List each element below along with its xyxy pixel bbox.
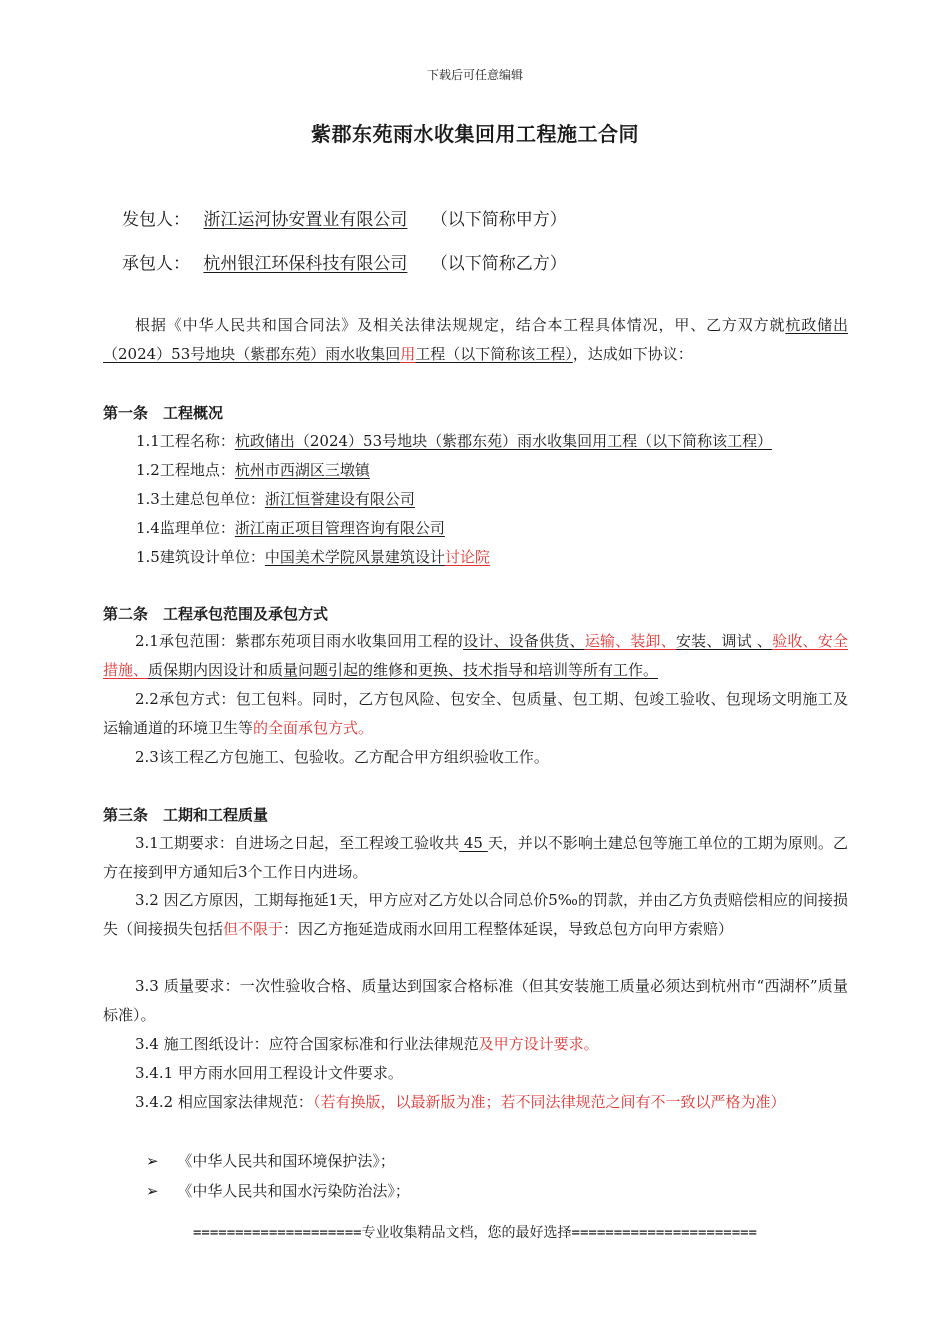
law-item-1 — [146, 1150, 395, 1171]
supervisor-label: 1.4监理单位： — [136, 519, 235, 537]
national-laws-edit: （若有换版，以最新版为准；若不同法律规范之间有不一致以严格为准） — [312, 1093, 786, 1111]
delay-penalty-edit: 但不限于 — [223, 920, 284, 938]
article-2-1 — [103, 627, 848, 685]
employer-row — [122, 205, 567, 230]
delay-penalty-text-cont: ：因乙方拖延造成雨水回用工程整体延误，导致总包方向甲方索赔） — [283, 920, 734, 938]
general-contractor-value: 浙江恒誉建设有限公司 — [264, 490, 415, 508]
article-1-3 — [136, 488, 415, 509]
header-note: 下载后可任意编辑 — [426, 68, 523, 82]
scope-design-supply: 设计、设备供货、 — [463, 632, 585, 650]
article-3-heading: 第三条 工期和工程质量 — [103, 806, 269, 824]
acceptance-text: 2.3该工程乙方包施工、包验收。乙方配合甲方组织验收工作。 — [135, 748, 549, 766]
employer-name: 浙江运河协安置业有限公司 — [203, 210, 408, 230]
scope-acceptance: 验收、安全措施、 — [103, 632, 848, 679]
drawing-design-text: 3.4 施工图纸设计：应符合国家标准和行业法律规范 — [135, 1035, 479, 1053]
article-1-1 — [136, 430, 772, 451]
drawing-design-edit: 及甲方设计要求。 — [478, 1035, 599, 1053]
article-3-4 — [103, 1030, 848, 1059]
delay-penalty-text: 3.2 因乙方原因，工期每拖延1天，甲方应对乙方处以合同总价5‰的罚款，并由乙方负责赔偿相应的间接损失（间接损失包括 — [103, 891, 848, 938]
arrow-bullet-icon: ➢ — [146, 1152, 159, 1170]
employer-alias: （以下简称甲方） — [430, 210, 567, 230]
project-location-value: 杭州市西湖区三墩镇 — [234, 461, 370, 479]
general-contractor-label: 1.3土建总包单位： — [136, 490, 265, 508]
footer-banner: ====================专业收集精品文档，您的最好选择====================== — [192, 1225, 757, 1241]
article-1-2 — [136, 459, 370, 480]
preamble-text: 根据《中华人民共和国合同法》及相关法律法规规定，结合本工程具体情况，甲、乙方双方就 — [135, 316, 786, 334]
preamble-project-alias: 工程（以下简称该工程） — [415, 345, 573, 363]
preamble-ending: ，达成如下协议： — [572, 345, 693, 363]
preamble-project-name: 杭政储出（2024）53号地块（紫郡东苑）雨水收集回 — [103, 316, 848, 363]
article-3-3 — [103, 972, 848, 1030]
article-3-1 — [103, 829, 848, 887]
project-name-value: 杭政储出（2024）53号地块（紫郡东苑）雨水收集回用工程（以下简称该工程） — [234, 432, 773, 450]
article-3-4-1 — [103, 1059, 848, 1088]
schedule-text: 3.1工期要求：自进场之日起，至工程竣工验收共 — [135, 834, 460, 852]
schedule-days: 45 — [459, 834, 488, 852]
contractor-name: 杭州银江环保科技有限公司 — [203, 254, 408, 274]
schedule-text-cont: 天，并以不影响土建总包等施工单位的工期为原则。乙方在接到甲方通知后3个工作日内进场。 — [103, 834, 849, 881]
employer-label: 发包人： — [122, 210, 190, 230]
designer-value: 中国美术学院风景建筑设计 — [264, 548, 445, 566]
national-laws-text: 3.4.2 相应国家法律规范： — [135, 1093, 313, 1111]
article-3-4-2 — [103, 1088, 848, 1117]
scope-install: 安装、调试 、 — [675, 632, 773, 650]
contractor-label: 承包人： — [122, 254, 190, 274]
design-doc-text: 3.4.1 甲方雨水回用工程设计文件要求。 — [135, 1064, 403, 1082]
article-2-heading: 第二条 工程承包范围及承包方式 — [103, 605, 329, 623]
designer-value-edit: 讨论院 — [444, 548, 490, 566]
preamble-edit-mark: 用 — [400, 345, 416, 363]
contract-mode-edit: 的全面承包方式。 — [253, 719, 374, 737]
law-item-2 — [146, 1180, 410, 1201]
law-2-text: 《中华人民共和国水污染防治法》； — [177, 1182, 410, 1200]
supervisor-value: 浙江南正项目管理咨询有限公司 — [234, 519, 445, 537]
article-1-heading: 第一条 工程概况 — [103, 404, 224, 422]
law-1-text: 《中华人民共和国环境保护法》； — [177, 1152, 395, 1170]
designer-label: 1.5建筑设计单位： — [136, 548, 265, 566]
scope-intro: 2.1承包范围：紫郡东苑项目雨水收集回用工程的 — [135, 632, 464, 650]
article-2-3 — [103, 743, 848, 772]
contractor-row — [122, 249, 567, 274]
article-3-2 — [103, 886, 848, 944]
article-1-4 — [136, 517, 445, 538]
contract-title: 紫郡东苑雨水收集回用工程施工合同 — [311, 122, 639, 146]
contractor-alias: （以下简称乙方） — [430, 254, 567, 274]
article-1-5 — [136, 546, 490, 567]
arrow-bullet-icon: ➢ — [146, 1182, 159, 1200]
article-2-2 — [103, 685, 848, 743]
quality-text: 3.3 质量要求：一次性验收合格、质量达到国家合格标准（但其安装施工质量必须达到杭州市“西湖杯”质量标准）。 — [103, 977, 848, 1024]
preamble-paragraph — [103, 311, 848, 369]
project-location-label: 1.2工程地点： — [136, 461, 235, 479]
contract-mode-text: 2.2承包方式：包工包料。同时，乙方包风险、包安全、包质量、包工期、包竣工验收、包现场文明施工及运输通道的环境卫生等 — [103, 690, 848, 737]
scope-warranty: 质保期内因设计和质量问题引起的维修和更换、技术指导和培训等所有工作。 — [148, 661, 659, 679]
scope-transport: 运输、装卸、 — [584, 632, 676, 650]
project-name-label: 1.1工程名称： — [136, 432, 235, 450]
